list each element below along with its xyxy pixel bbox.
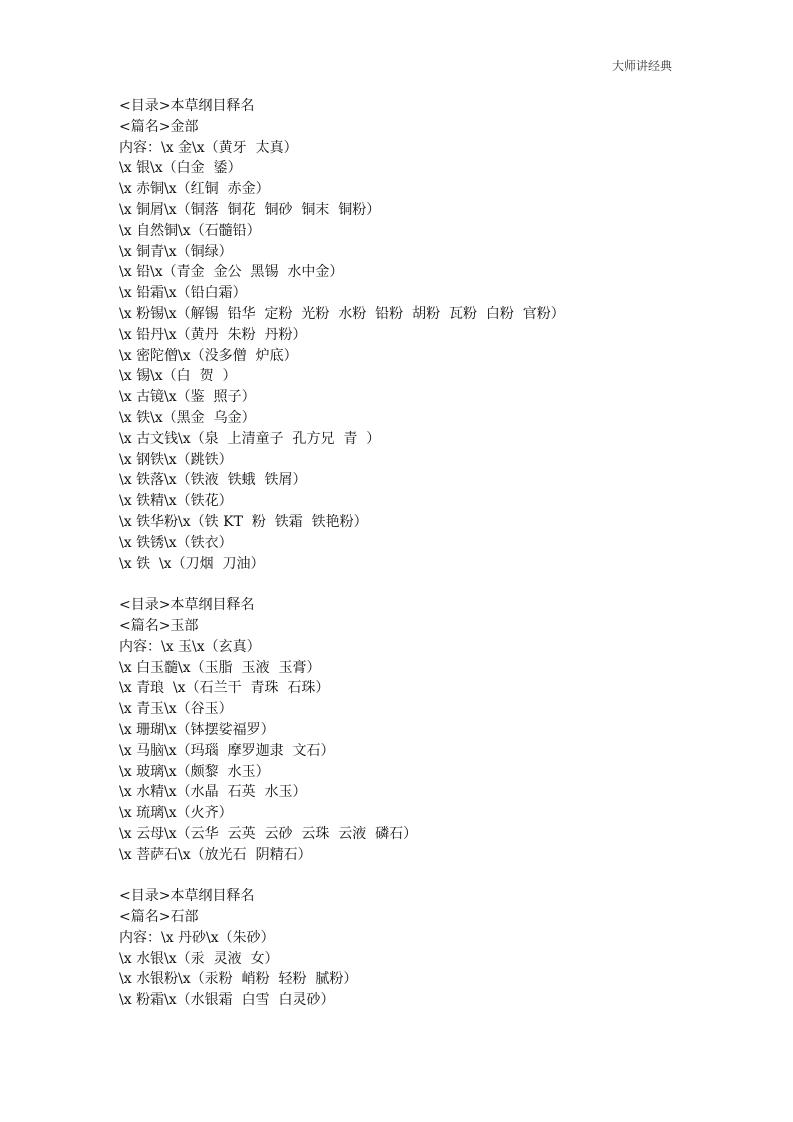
document-body [119,96,739,1032]
entry-line: \x 水精\x（水晶 石英 水玉） [119,784,307,801]
entry-line: \x 铁精\x（铁花） [119,493,233,510]
entry-line: \x 银\x（白金 鋈） [119,160,242,177]
entry-line: \x 铜青\x（铜绿） [119,243,233,260]
chapter-title-line: <篇名>玉部 [119,617,199,634]
chapter-title-line: <篇名>石部 [119,909,199,926]
page-header-title: 大师讲经典 [611,59,672,73]
entry-line: \x 青琅 \x（石兰干 青珠 石珠） [119,680,330,697]
entry-line: \x 水银粉\x（汞粉 峭粉 轻粉 腻粉） [119,971,358,988]
chapter-title-line: <篇名>金部 [119,118,199,135]
entry-line: \x 水银\x（汞 灵液 女） [119,950,279,967]
entry-line: \x 铅丹\x（黄丹 朱粉 丹粉） [119,326,307,343]
entry-line: \x 琉璃\x（火齐） [119,805,233,822]
entry-line: \x 自然铜\x（石髓铅） [119,222,261,239]
entry-line: \x 铁 \x（刀烟 刀油） [119,555,265,572]
content-line: 内容：\x 金\x（黄牙 太真） [119,139,298,156]
entry-line: \x 粉锡\x（解锡 铅华 定粉 光粉 水粉 铅粉 胡粉 瓦粉 白粉 官粉） [119,305,565,322]
content-line: 内容：\x 玉\x（玄真） [119,638,261,655]
entry-line: \x 白玉髓\x（玉脂 玉液 玉膏） [119,659,321,676]
entry-line: \x 铁锈\x（铁衣） [119,534,233,551]
entry-line: \x 古镜\x（鉴 照子） [119,389,256,406]
entry-line: \x 铁落\x（铁液 铁蛾 铁屑） [119,472,307,489]
section-yu-bu [119,595,739,865]
section-jin-bu [119,96,739,574]
content-line: 内容：\x 丹砂\x（朱砂） [119,929,275,946]
entry-line: \x 赤铜\x（红铜 赤金） [119,181,270,198]
entry-line: \x 玻璃\x（颇黎 水玉） [119,763,270,780]
entry-line: \x 古文钱\x（泉 上清童子 孔方兄 青 ） [119,430,381,447]
entry-line: \x 铁\x（黑金 乌金） [119,409,256,426]
section-shi-bu [119,886,739,1011]
entry-line: \x 青玉\x（谷玉） [119,701,233,718]
entry-line: \x 马脑\x（玛瑙 摩罗迦隶 文石） [119,742,335,759]
catalog-line: <目录>本草纲目释名 [119,98,255,114]
entry-line: \x 铜屑\x（铜落 铜花 铜砂 铜末 铜粉） [119,201,381,218]
entry-line: \x 粉霜\x（水银霜 白雪 白灵砂） [119,992,335,1009]
entry-line: \x 锡\x（白 贺 ） [119,368,237,385]
entry-line: \x 钢铁\x（跳铁） [119,451,233,468]
entry-line: \x 云母\x（云华 云英 云砂 云珠 云液 磷石） [119,825,418,842]
catalog-line: <目录>本草纲目释名 [119,888,255,905]
entry-line: \x 铅霜\x（铅白霜） [119,285,247,302]
entry-line: \x 铁华粉\x（铁 KT 粉 铁霜 铁艳粉） [119,513,368,530]
entry-line: \x 菩萨石\x（放光石 阴精石） [119,846,312,863]
entry-line: \x 密陀僧\x（没多僧 炉底） [119,347,298,364]
entry-line: \x 珊瑚\x（钵摆娑福罗） [119,721,275,738]
catalog-line: <目录>本草纲目释名 [119,597,255,614]
entry-line: \x 铅\x（青金 金公 黑锡 水中金） [119,264,344,281]
